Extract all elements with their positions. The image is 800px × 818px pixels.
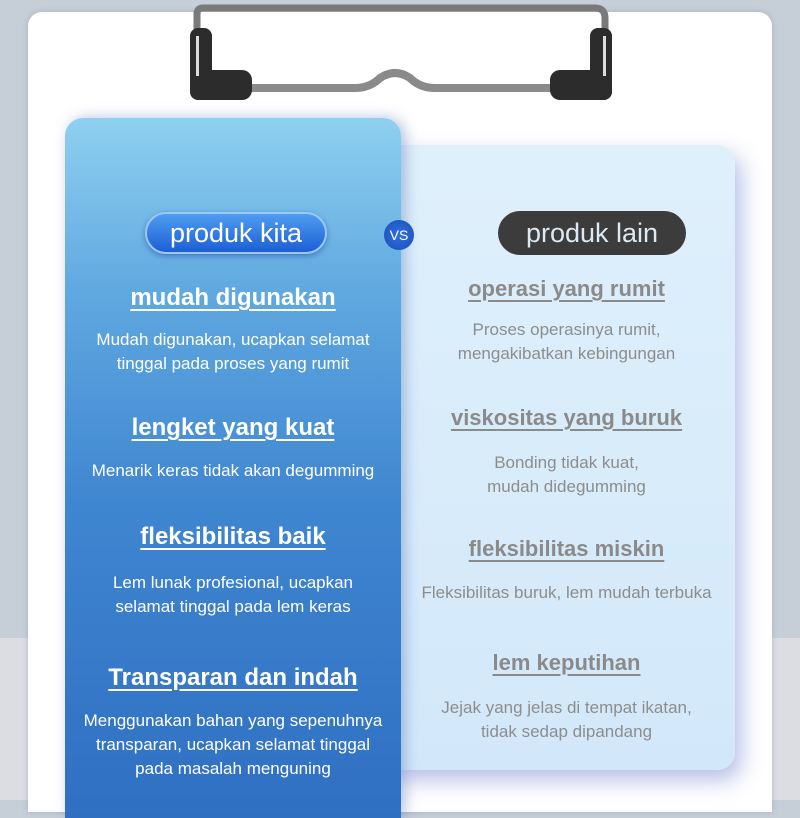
other-feature-title: fleksibilitas miskin: [468, 536, 665, 561]
other-feature-title: operasi yang rumit: [468, 276, 665, 301]
other-feature-desc: Fleksibilitas buruk, lem mudah terbuka: [421, 583, 712, 602]
our-feature-desc: Menarik keras tidak akan degumming: [91, 461, 375, 480]
other-product-label: produk lain: [498, 211, 686, 255]
our-feature-title: mudah digunakan: [130, 284, 336, 311]
other-feature-title: viskositas yang buruk: [450, 405, 683, 430]
our-feature-title: lengket yang kuat: [131, 414, 335, 441]
our-feature-desc: Menggunakan bahan yang sepenuhnya transparan, ucapkan selamat tinggal pada masalah menguning: [83, 711, 383, 778]
other-feature-title: lem keputihan: [492, 650, 641, 675]
vs-badge: VS: [384, 220, 414, 250]
other-feature-desc: Bonding tidak kuat, mudah didegumming: [487, 453, 646, 496]
clipboard-clip-icon: [185, 2, 617, 102]
our-product-label: produk kita: [145, 212, 327, 254]
our-feature-title: fleksibilitas baik: [140, 523, 326, 550]
other-feature-desc: Jejak yang jelas di tempat ikatan, tidak sedap dipandang: [441, 698, 692, 741]
our-feature-desc: Mudah digunakan, ucapkan selamat tinggal pada proses yang rumit: [96, 330, 370, 373]
other-feature-desc: Proses operasinya rumit, mengakibatkan kebingungan: [457, 320, 676, 363]
our-feature-desc: Lem lunak profesional, ucapkan selamat tinggal pada lem keras: [112, 573, 354, 616]
our-feature-title: Transparan dan indah: [108, 664, 358, 691]
